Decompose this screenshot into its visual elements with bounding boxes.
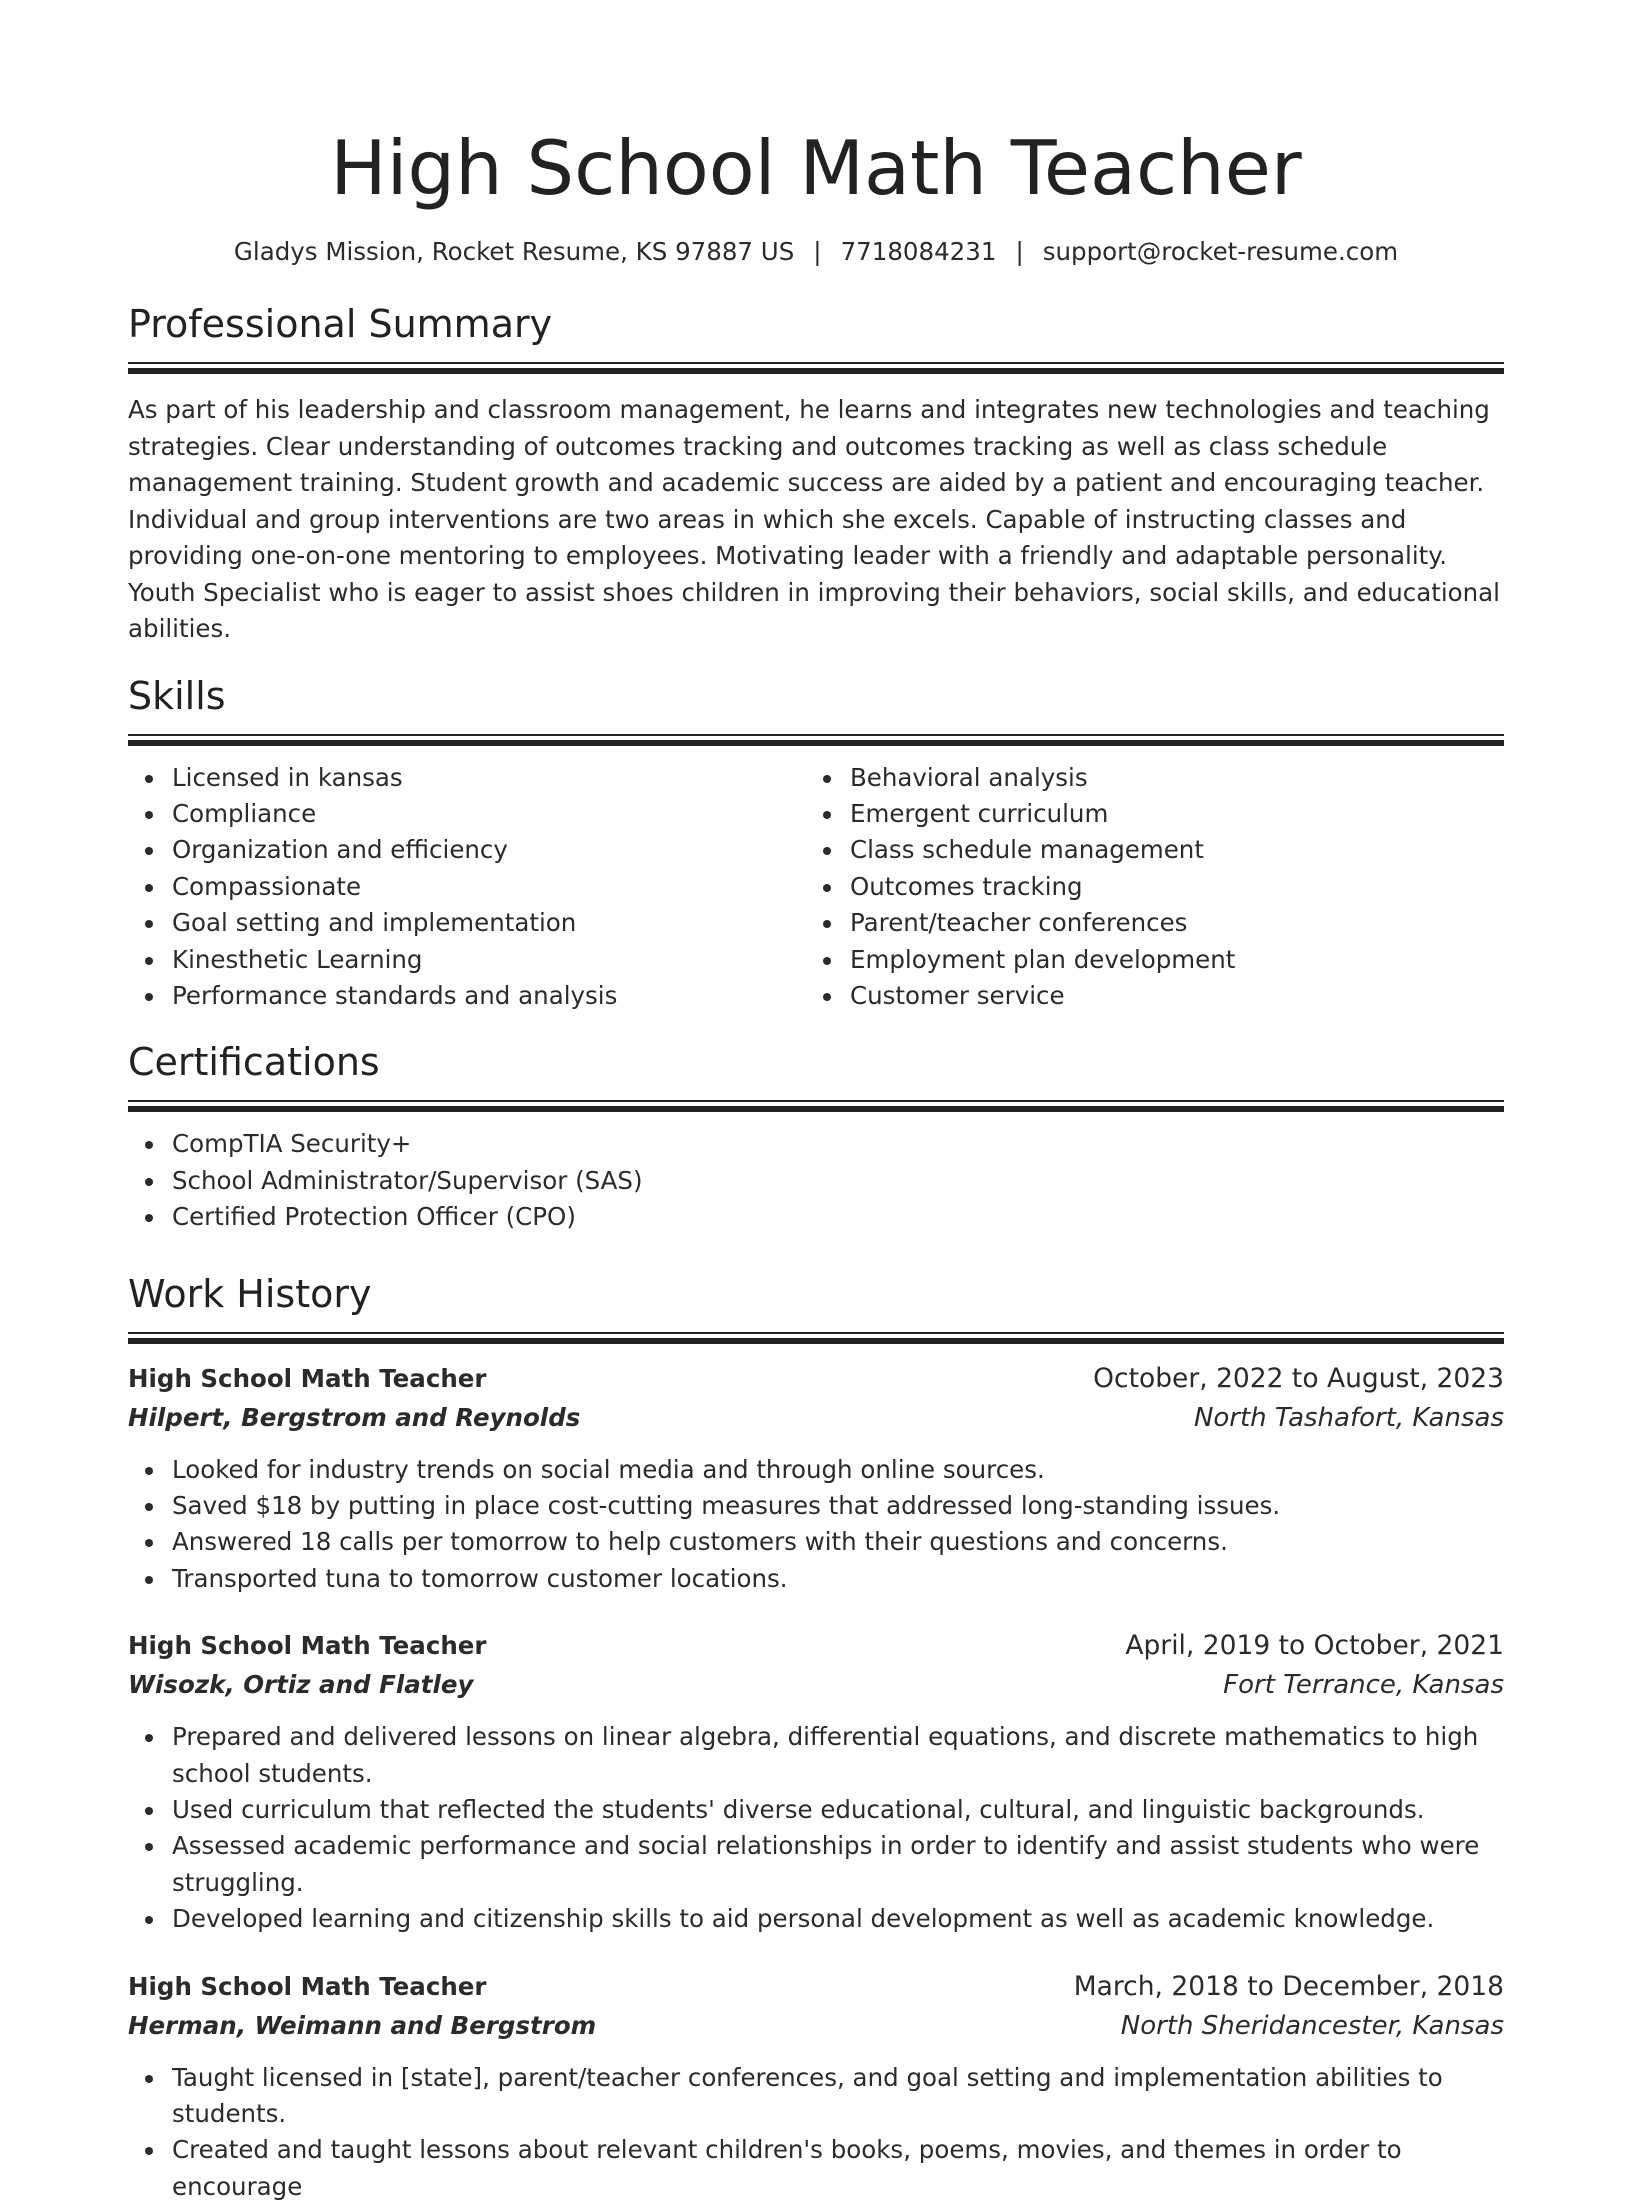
job-title: High School Math Teacher xyxy=(128,1363,487,1393)
job-dates: April, 2019 to October, 2021 xyxy=(1125,1630,1504,1662)
job-bullet: Used curriculum that reflected the students' diverse educational, cultural, and linguistic backgrounds. xyxy=(128,1792,1504,1828)
job-header xyxy=(128,1360,1504,1398)
section-divider xyxy=(128,362,1504,374)
skill-item: Employment plan development xyxy=(806,942,1484,978)
job-location: North Tashafort, Kansas xyxy=(1193,1402,1504,1433)
resume-page xyxy=(128,0,1504,2205)
certifications-list xyxy=(128,1126,1504,1235)
summary-section xyxy=(128,300,1504,648)
job-bullet: Developed learning and citizenship skills to aid personal development as well as academic knowledge. xyxy=(128,1901,1504,1937)
section-title-skills: Skills xyxy=(128,673,226,718)
contact-separator: | xyxy=(1015,237,1024,266)
contact-phone: 7718084231 xyxy=(840,237,997,266)
skill-item: Class schedule management xyxy=(806,832,1484,868)
job-company: Wisozk, Ortiz and Flatley xyxy=(128,1670,474,1700)
contact-line xyxy=(128,236,1504,268)
job-dates: October, 2022 to August, 2023 xyxy=(1093,1362,1504,1394)
job-bullet: Created and taught lessons about relevant children's books, poems, movies, and themes in order to encourage xyxy=(128,2132,1504,2205)
skill-item: Behavioral analysis xyxy=(806,760,1484,796)
job-subheader xyxy=(128,1398,1504,1438)
job-header xyxy=(128,1968,1504,2006)
skill-item: Performance standards and analysis xyxy=(128,978,806,1014)
job-bullet: Saved $18 by putting in place cost-cutting measures that addressed long-standing issues. xyxy=(128,1488,1504,1524)
job-bullet: Prepared and delivered lessons on linear algebra, differential equations, and discrete mathematics to high school students. xyxy=(128,1719,1504,1792)
skill-item: Outcomes tracking xyxy=(806,869,1484,905)
skill-item: Emergent curriculum xyxy=(806,796,1484,832)
summary-text: As part of his leadership and classroom management, he learns and integrates new technologies and teaching strategies. Clear understanding of outcomes tracking and outcomes tracking as well as class schedule management training. Student growth and academic success are aided by a patient and encouraging teacher. Individual and group interventions are two areas in which she excels. Capable of instructing classes and providing one-on-one mentoring to employees. Motivating leader with a friendly and adaptable personality. Youth Specialist who is eager to assist shoes children in improving their behaviors, social skills, and educational abilities. xyxy=(128,395,1500,643)
job-bullet: Answered 18 calls per tomorrow to help customers with their questions and concerns. xyxy=(128,1524,1504,1560)
skill-item: Compliance xyxy=(128,796,806,832)
section-divider xyxy=(128,1332,1504,1344)
skill-item: Kinesthetic Learning xyxy=(128,942,806,978)
job-title: High School Math Teacher xyxy=(128,1971,487,2001)
job-entry xyxy=(128,1627,1504,1937)
job-subheader xyxy=(128,2006,1504,2046)
section-divider xyxy=(128,734,1504,746)
skills-section xyxy=(128,672,1504,1015)
job-location: North Sheridancester, Kansas xyxy=(1120,2010,1504,2041)
section-divider xyxy=(128,1100,1504,1112)
work-history-section xyxy=(128,1270,1504,2205)
section-title-summary: Professional Summary xyxy=(128,302,553,346)
job-bullet: Transported tuna to tomorrow customer locations. xyxy=(128,1561,1504,1597)
certification-item: CompTIA Security+ xyxy=(128,1126,1504,1162)
skills-right-list xyxy=(806,760,1484,1015)
skills-grid xyxy=(128,760,1504,1015)
certification-item: School Administrator/Supervisor (SAS) xyxy=(128,1163,1504,1199)
job-bullets xyxy=(128,1452,1504,1598)
job-bullets xyxy=(128,2060,1504,2205)
skill-item: Licensed in kansas xyxy=(128,760,806,796)
certification-item: Certified Protection Officer (CPO) xyxy=(128,1199,1504,1235)
skills-left-list xyxy=(128,760,806,1015)
certifications-section xyxy=(128,1038,1504,1235)
job-bullet: Assessed academic performance and social relationships in order to identify and assist students who were struggling. xyxy=(128,1828,1504,1901)
contact-separator: | xyxy=(813,237,822,266)
contact-email: support@rocket-resume.com xyxy=(1042,237,1399,266)
skill-item: Parent/teacher conferences xyxy=(806,905,1484,941)
job-company: Herman, Weimann and Bergstrom xyxy=(128,2010,597,2040)
job-dates: March, 2018 to December, 2018 xyxy=(1073,1970,1504,2002)
section-title-work-history: Work History xyxy=(128,1271,372,1316)
job-bullets xyxy=(128,1719,1504,1937)
job-entry xyxy=(128,1968,1504,2205)
job-company: Hilpert, Bergstrom and Reynolds xyxy=(128,1402,581,1432)
skill-item: Goal setting and implementation xyxy=(128,905,806,941)
resume-name: High School Math Teacher xyxy=(330,124,1302,212)
skill-item: Compassionate xyxy=(128,869,806,905)
job-entry xyxy=(128,1360,1504,1598)
skill-item: Organization and efficiency xyxy=(128,832,806,868)
contact-address: Gladys Mission, Rocket Resume, KS 97887 US xyxy=(233,237,795,266)
job-title: High School Math Teacher xyxy=(128,1631,487,1661)
job-location: Fort Terrance, Kansas xyxy=(1223,1670,1504,1701)
job-bullet: Looked for industry trends on social media and through online sources. xyxy=(128,1452,1504,1488)
job-bullet: Taught licensed in [state], parent/teacher conferences, and goal setting and implementation abilities to students. xyxy=(128,2060,1504,2133)
job-subheader xyxy=(128,1665,1504,1705)
skill-item: Customer service xyxy=(806,978,1484,1014)
job-header xyxy=(128,1627,1504,1665)
section-title-certifications: Certifications xyxy=(128,1040,380,1085)
